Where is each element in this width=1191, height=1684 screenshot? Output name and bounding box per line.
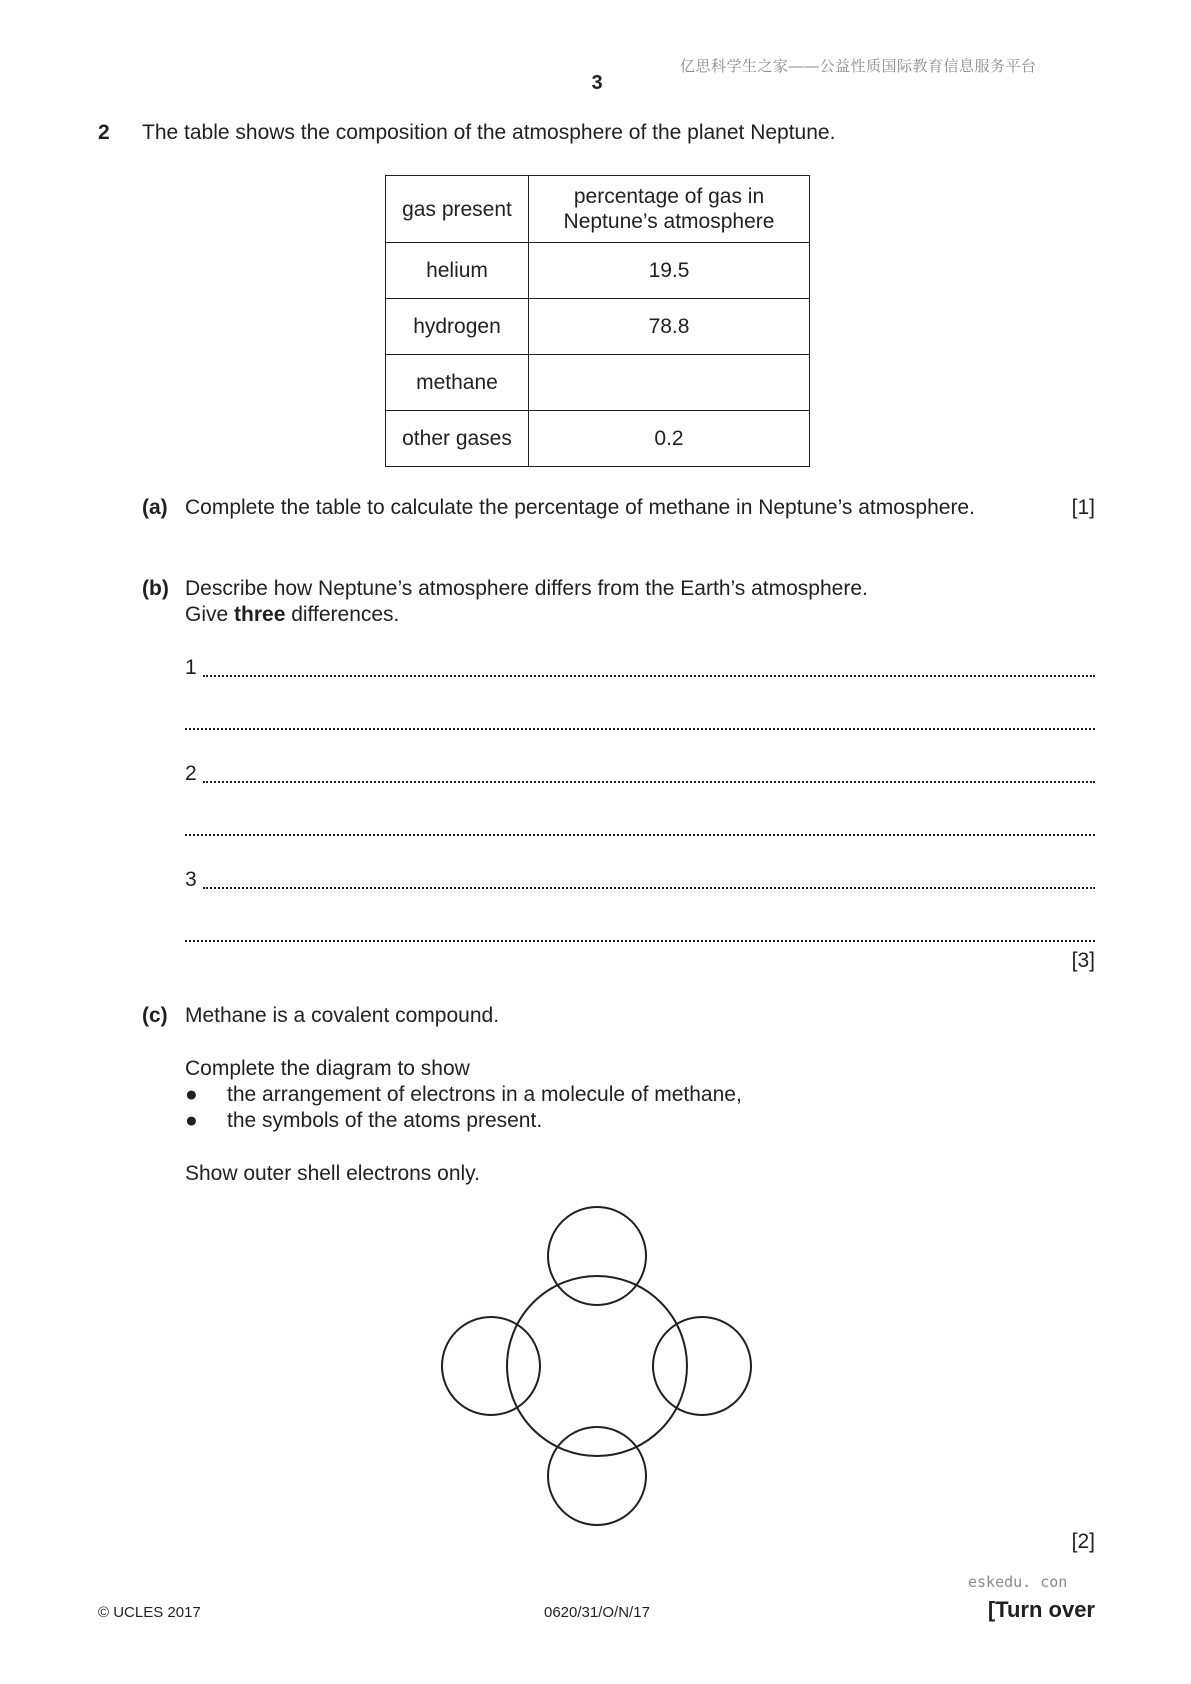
answer-line-1-continued[interactable]: [185, 707, 1095, 733]
bullet-text: the symbols of the atoms present.: [227, 1109, 543, 1132]
carbon-shell[interactable]: [507, 1276, 687, 1456]
site-watermark: eskedu. con: [968, 1573, 1068, 1591]
dotted-line[interactable]: [203, 655, 1095, 677]
gas-name: other gases: [386, 411, 529, 467]
answer-line-1[interactable]: [185, 654, 1095, 680]
bullet-item: [185, 1109, 542, 1133]
watermark-text: 亿思科学生之家——公益性质国际教育信息服务平台: [680, 58, 1037, 75]
table-row: [386, 243, 810, 299]
methane-answer-cell[interactable]: [529, 355, 810, 411]
part-b-instruction: [185, 603, 399, 627]
bullet-icon: ●: [185, 1083, 198, 1106]
header-percentage-line1: percentage of gas in: [573, 185, 765, 208]
methane-diagram[interactable]: [430, 1200, 760, 1530]
hydrogen-shell-right[interactable]: [653, 1317, 751, 1415]
answer-line-2[interactable]: [185, 760, 1095, 786]
turn-over: [Turn over: [987, 1597, 1095, 1622]
table-header-row: [386, 176, 810, 243]
part-c-label: (c): [142, 1004, 168, 1027]
table-row: [386, 355, 810, 411]
answer-number: 1: [185, 656, 197, 679]
dotted-line[interactable]: [203, 867, 1095, 889]
part-c-instruction: Complete the diagram to show: [185, 1057, 470, 1080]
instruction-prefix: Give: [185, 603, 235, 626]
paper-code: 0620/31/O/N/17: [544, 1604, 650, 1621]
gas-percentage: 78.8: [529, 299, 810, 355]
hydrogen-shell-left[interactable]: [442, 1317, 540, 1415]
page-number: 3: [591, 72, 603, 94]
header-percentage-line2: Neptune’s atmosphere: [563, 210, 775, 233]
header-gas-present: gas present: [386, 176, 529, 243]
gas-name: methane: [386, 355, 529, 411]
dotted-line[interactable]: [185, 920, 1095, 942]
answer-number: 2: [185, 762, 197, 785]
question-number: 2: [98, 121, 110, 144]
part-a-text: Complete the table to calculate the percentage of methane in Neptune’s atmosphere.: [185, 496, 975, 519]
instruction-bold: three: [234, 603, 286, 626]
copyright: © UCLES 2017: [98, 1604, 201, 1621]
question-intro: The table shows the composition of the atmosphere of the planet Neptune.: [142, 121, 836, 144]
gas-name: hydrogen: [386, 299, 529, 355]
part-a-marks: [1]: [1071, 496, 1095, 519]
answer-number: 3: [185, 868, 197, 891]
bullet-icon: ●: [185, 1109, 198, 1132]
part-b-label: (b): [142, 577, 169, 600]
answer-line-3-continued[interactable]: [185, 919, 1095, 945]
part-b-marks: [3]: [1071, 949, 1095, 972]
table-row: [386, 299, 810, 355]
part-b-text: Describe how Neptune’s atmosphere differs from the Earth’s atmosphere.: [185, 577, 868, 600]
answer-line-3[interactable]: [185, 866, 1095, 892]
bullet-item: [185, 1083, 742, 1107]
bullet-text: the arrangement of electrons in a molecule of methane,: [227, 1083, 742, 1106]
part-c-marks: [2]: [1071, 1530, 1095, 1553]
hydrogen-shell-bottom[interactable]: [548, 1427, 646, 1525]
part-a-label: (a): [142, 496, 168, 519]
dotted-line[interactable]: [203, 761, 1095, 783]
composition-table: [385, 175, 810, 467]
table-row: [386, 411, 810, 467]
header-percentage: [529, 176, 810, 243]
dotted-line[interactable]: [185, 814, 1095, 836]
gas-percentage: 0.2: [529, 411, 810, 467]
gas-percentage: 19.5: [529, 243, 810, 299]
hydrogen-shell-top[interactable]: [548, 1207, 646, 1305]
gas-name: helium: [386, 243, 529, 299]
answer-line-2-continued[interactable]: [185, 813, 1095, 839]
part-c-text: Methane is a covalent compound.: [185, 1004, 500, 1027]
dotted-line[interactable]: [185, 708, 1095, 730]
instruction-suffix: differences.: [285, 603, 400, 626]
part-c-note: Show outer shell electrons only.: [185, 1162, 480, 1185]
